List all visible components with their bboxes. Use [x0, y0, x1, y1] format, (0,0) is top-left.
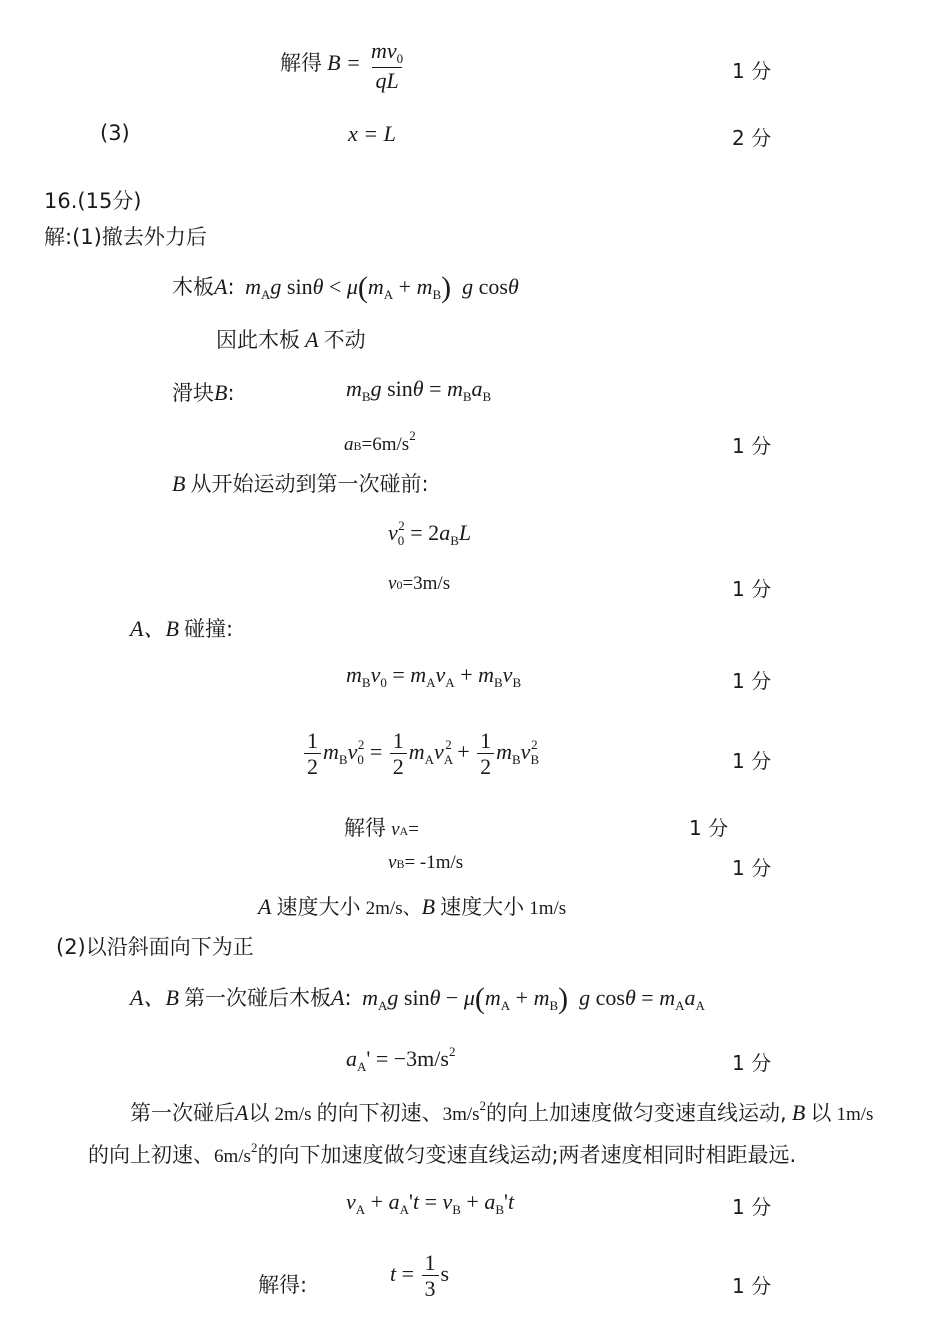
score-7: 1 分: [689, 816, 729, 840]
colon: :: [227, 275, 235, 299]
aA-prime-formula: $a_A' = -3m/s^2$: [346, 1044, 456, 1074]
var-B: B: [172, 471, 186, 496]
after-collision-board-line: [130, 981, 705, 1016]
b-before-text: 从开始运动到第一次碰前:: [190, 472, 429, 496]
score-11: 1 分: [732, 1274, 772, 1298]
score-4: 1 分: [732, 577, 772, 601]
board-not-move-line: [216, 324, 366, 354]
aB-value: $aB=6m/s^2$: [344, 428, 416, 455]
score-1: 1 分: [732, 59, 772, 83]
not-move-text: 不动: [323, 328, 366, 352]
energy-formula: $\frac{1}{2}$ $m_Bv_0^2$ = $\frac{1}{2}$ $m_Av_A^2$ + $\frac{1}{2}$ $m_Bv_B^2$: [302, 728, 538, 780]
slider-B-formula: $m_Bg$ $\sin\theta = m_Ba_B$: [346, 376, 492, 404]
inequality-formula: $m_Ag$ $\sin\theta < \mu(m_A + m_B)$ g cosθ: [245, 271, 519, 304]
var-A: A: [214, 274, 228, 299]
b-speed-value: 1m/s: [529, 898, 567, 919]
solution-part1-heading: 解:(1)撤去外力后: [44, 225, 207, 249]
question-16-heading: 16.(15分): [44, 189, 142, 213]
board-A-inequality: [172, 271, 519, 305]
a-speed-value: 2m/s、: [365, 898, 422, 919]
score-6: 1 分: [732, 749, 772, 773]
ab-collision-heading: [130, 612, 233, 643]
solve-B-line: [280, 38, 408, 93]
score-10: 1 分: [732, 1195, 772, 1219]
solution-part2-heading: (2)以沿斜面向下为正: [56, 935, 254, 959]
var-A: A: [330, 985, 345, 1010]
v0-squared-formula: $v_0^2 = 2a_BL$: [388, 518, 472, 548]
a-speed-text: 速度大小: [276, 895, 361, 919]
paragraph-line-1: 第一次碰后A以 2m/s 的向下初速、$3m/s^2$的向上加速度做匀变速直线运动, B 以 1m/s: [130, 1098, 874, 1125]
collision-text: 碰撞:: [183, 617, 234, 641]
paragraph-line-2: 的向上初速、$6m/s^2$的向下加速度做匀变速直线运动;两者速度相同时相距最远.: [88, 1140, 797, 1167]
b-speed-text: 速度大小: [440, 895, 525, 919]
board-label: 木板: [172, 275, 214, 299]
fraction-mv0-qL: $\frac{mv_0}{qL}$: [370, 38, 404, 93]
after-collision-text: 第一次碰后木板: [183, 986, 331, 1010]
solve-label: 解得: [344, 816, 386, 840]
t-value-formula: t = $\frac{1}{3}$ s: [390, 1250, 450, 1302]
solve-t-label: 解得:: [258, 1273, 308, 1297]
formula-B: B =: [327, 50, 361, 76]
slider-label: 滑块: [172, 381, 214, 405]
score-5: 1 分: [732, 669, 772, 693]
var-A: A: [258, 894, 272, 919]
score-8: 1 分: [732, 856, 772, 880]
score-3: 1 分: [732, 434, 772, 458]
solve-label: 解得: [280, 51, 322, 76]
var-A: A: [305, 327, 319, 352]
v0-value: v0=3m/s: [388, 573, 451, 594]
score-9: 1 分: [732, 1051, 772, 1075]
var-AB: A、B: [130, 985, 179, 1010]
b-before-collision-line: [172, 468, 429, 498]
var-B: B: [214, 380, 228, 405]
vB-value: vB= -1m/s: [388, 852, 464, 873]
momentum-formula: $m_Bv_0 = m_Av_A + m_Bv_B$: [346, 662, 522, 690]
formula-x-eq-L: x = L: [348, 121, 396, 146]
speed-summary-line: [258, 891, 566, 921]
board-motion-formula: $m_Ag$ $\sin\theta - \mu(m_A + m_B)$ g $\cos\theta = m_Aa_A$: [362, 982, 705, 1015]
therefore-text: 因此木板: [216, 328, 300, 352]
var-AB: A、B: [130, 616, 179, 641]
slider-B-label: [172, 377, 235, 407]
colon: :: [344, 986, 352, 1010]
part3-label: (3): [100, 121, 130, 145]
var-B: B: [421, 894, 436, 919]
score-2: 2 分: [732, 126, 772, 150]
colon: :: [227, 381, 235, 405]
solve-vA-line: 解得 vA=: [344, 816, 419, 840]
equal-velocity-formula: $v_A + a_A't = v_B + a_B't$: [346, 1189, 515, 1217]
